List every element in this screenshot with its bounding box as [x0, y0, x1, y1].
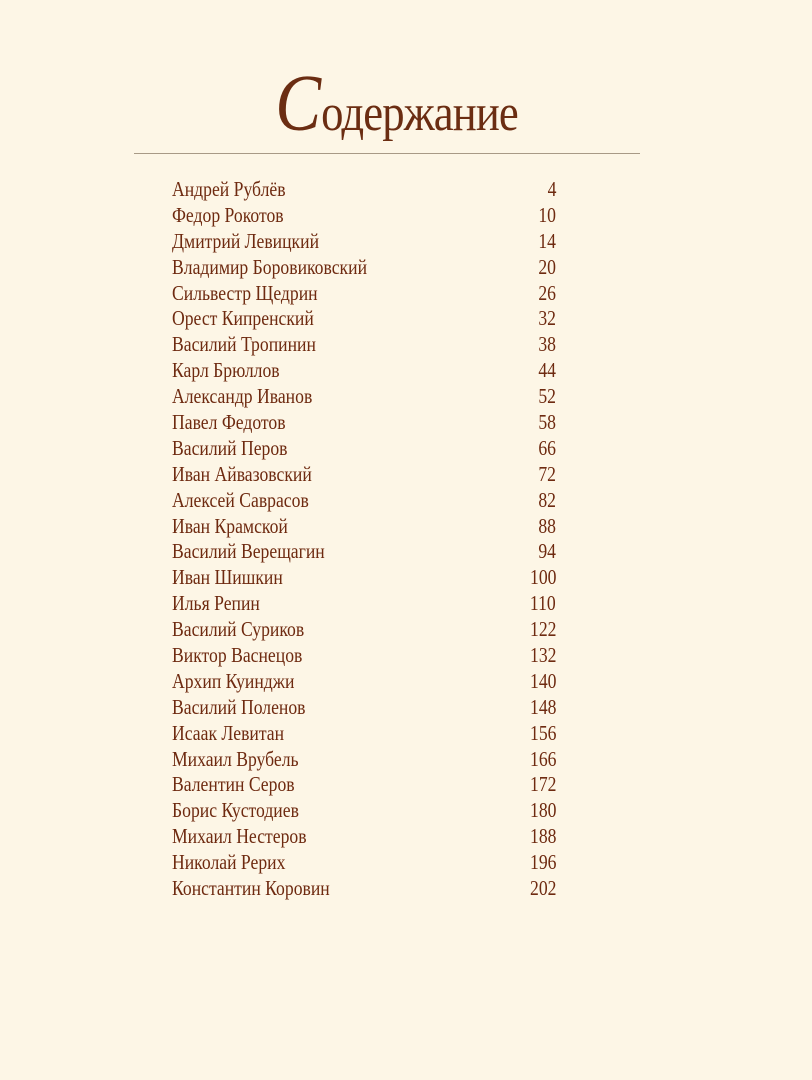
entry-page: 38: [538, 332, 556, 357]
entry-page: 166: [529, 746, 556, 771]
entry-page: 44: [538, 358, 556, 383]
entry-name: Борис Кустодиев: [172, 798, 299, 823]
entry-name: Архип Куинджи: [172, 668, 295, 693]
toc-entry[interactable]: [172, 772, 556, 798]
toc-entry[interactable]: [172, 229, 556, 255]
toc-entry[interactable]: [172, 876, 556, 902]
toc-entry[interactable]: [172, 669, 556, 695]
toc-list: [172, 177, 556, 902]
toc-entry[interactable]: [172, 565, 556, 591]
entry-page: 82: [538, 487, 556, 512]
entry-page: 14: [538, 228, 556, 253]
entry-name: Василий Суриков: [172, 617, 305, 642]
entry-name: Михаил Нестеров: [172, 824, 307, 849]
entry-name: Виктор Васнецов: [172, 643, 303, 668]
toc-entry[interactable]: [172, 488, 556, 514]
toc-entry[interactable]: [172, 384, 556, 410]
entry-name: Василий Тропинин: [172, 332, 316, 357]
toc-entry[interactable]: [172, 539, 556, 565]
entry-name: Илья Репин: [172, 591, 260, 616]
entry-name: Николай Рерих: [172, 850, 286, 875]
toc-entry[interactable]: [172, 695, 556, 721]
entry-name: Дмитрий Левицкий: [172, 228, 320, 253]
toc-entry[interactable]: [172, 332, 556, 358]
toc-entry[interactable]: [172, 591, 556, 617]
toc-entry[interactable]: [172, 203, 556, 229]
entry-page: 72: [538, 461, 556, 486]
toc-entry[interactable]: [172, 514, 556, 540]
entry-name: Василий Поленов: [172, 694, 306, 719]
entry-name: Федор Рокотов: [172, 202, 284, 227]
toc-entry[interactable]: [172, 824, 556, 850]
entry-name: Владимир Боровиковский: [172, 254, 368, 279]
entry-name: Василий Перов: [172, 435, 288, 460]
entry-name: Павел Федотов: [172, 410, 286, 435]
entry-name: Михаил Врубель: [172, 746, 299, 771]
entry-page: 202: [529, 876, 556, 901]
entry-page: 26: [538, 280, 556, 305]
toc-entry[interactable]: [172, 850, 556, 876]
entry-name: Александр Иванов: [172, 384, 313, 409]
toc-entry[interactable]: [172, 747, 556, 773]
title-initial: С: [275, 60, 322, 148]
entry-page: 66: [538, 435, 556, 460]
entry-page: 132: [529, 643, 556, 668]
entry-page: 88: [538, 513, 556, 538]
toc-entry[interactable]: [172, 462, 556, 488]
entry-page: 140: [529, 668, 556, 693]
toc-entry[interactable]: [172, 643, 556, 669]
toc-entry[interactable]: [172, 177, 556, 203]
entry-name: Иван Шишкин: [172, 565, 283, 590]
entry-page: 196: [529, 850, 556, 875]
entry-page: 100: [529, 565, 556, 590]
entry-name: Константин Коровин: [172, 876, 330, 901]
entry-page: 94: [538, 539, 556, 564]
entry-name: Карл Брюллов: [172, 358, 280, 383]
entry-name: Орест Кипренский: [172, 306, 314, 331]
entry-page: 110: [530, 591, 556, 616]
entry-page: 10: [538, 202, 556, 227]
entry-page: 172: [529, 772, 556, 797]
entry-name: Иван Крамской: [172, 513, 288, 538]
entry-page: 180: [529, 798, 556, 823]
entry-page: 188: [529, 824, 556, 849]
title-rest: одержание: [321, 85, 518, 142]
toc-entry[interactable]: [172, 281, 556, 307]
entry-name: Иван Айвазовский: [172, 461, 312, 486]
entry-name: Андрей Рублёв: [172, 177, 286, 201]
entry-name: Алексей Саврасов: [172, 487, 309, 512]
toc-entry[interactable]: [172, 306, 556, 332]
entry-page: 32: [538, 306, 556, 331]
entry-page: 52: [538, 384, 556, 409]
toc-entry[interactable]: [172, 255, 556, 281]
entry-page: 58: [538, 410, 556, 435]
toc-entry[interactable]: [172, 617, 556, 643]
entry-name: Василий Верещагин: [172, 539, 325, 564]
entry-name: Исаак Левитан: [172, 720, 285, 745]
entry-name: Сильвестр Щедрин: [172, 280, 318, 305]
title-divider: [134, 153, 640, 154]
entry-name: Валентин Серов: [172, 772, 295, 797]
entry-page: 4: [547, 177, 556, 201]
toc-entry[interactable]: [172, 436, 556, 462]
entry-page: 156: [529, 720, 556, 745]
entry-page: 148: [529, 694, 556, 719]
entry-page: 20: [538, 254, 556, 279]
toc-entry[interactable]: [172, 798, 556, 824]
toc-entry[interactable]: [172, 358, 556, 384]
entry-page: 122: [529, 617, 556, 642]
page-title: [55, 60, 738, 152]
toc-entry[interactable]: [172, 410, 556, 436]
toc-entry[interactable]: [172, 721, 556, 747]
